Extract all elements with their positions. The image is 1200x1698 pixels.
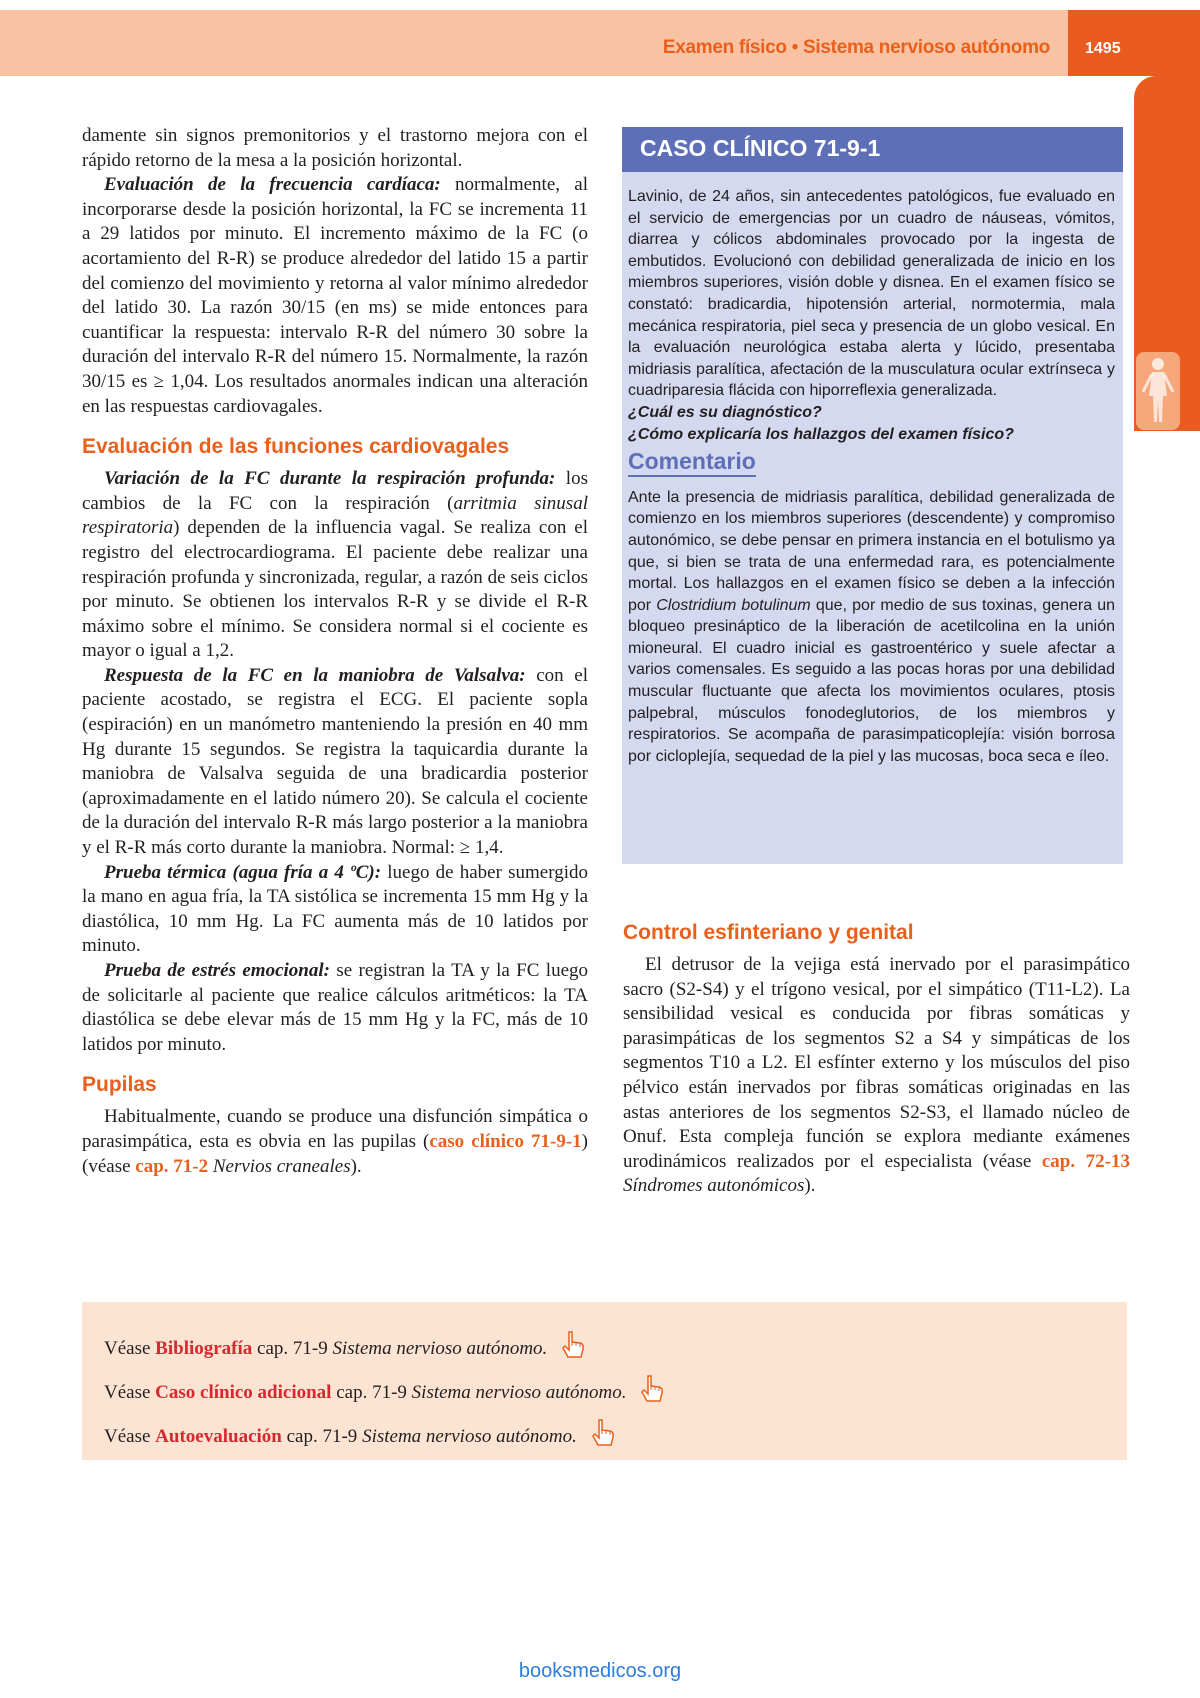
deep-breathing-text-b: ) dependen de la influencia vagal. Se realiza con el registro del electrocardiograma. El paciente debe realizar una respiración profunda y sincronizada, regular, a razón de seis ciclos por minuto. Se obtienen los intervalos R-R y se divide el R-R máximo sobre el mínimo. Se considera normal si el cociente es mayor o igual a 1,2.	[82, 517, 588, 662]
reference-line-self-assessment	[104, 1418, 1127, 1462]
clinical-case-box	[622, 127, 1123, 864]
paragraph-deep-breathing	[82, 467, 588, 664]
section-heading-sphincter: Control esfinteriano y genital	[623, 921, 914, 944]
clinical-case-title-bar	[622, 127, 1123, 172]
paragraph-heart-rate	[82, 173, 588, 419]
comment-text-a: Ante la presencia de midriasis paralítica, debilidad generalizada de comienzo en los miembros superiores (descendente) y compromiso autonómico, se debe pensar en primera instancia en el botulismo ya que, si bien se trata de una enfermedad rara, es potencialmente mortal. Los hallazgos en el examen físico se deben a la infección por	[628, 488, 1115, 614]
clinical-case-title: CASO CLÍNICO 71-9-1	[640, 135, 881, 161]
pupils-chapter-title: Nervios craneales	[208, 1155, 351, 1177]
pointing-hand-icon[interactable]	[639, 1374, 665, 1410]
left-column	[82, 124, 588, 1179]
reference-title: Sistema nervioso autónomo.	[362, 1426, 577, 1447]
paragraph-cold-test	[82, 861, 588, 959]
paragraph-tilt-end: damente sin signos premonitorios y el trastorno mejora con el rápido retorno de la mesa a la posición horizontal.	[82, 125, 588, 171]
stress-test-text: se registran la TA y la FC luego de solicitarle al paciente que realice cálculos aritméticos: la TA diastólica se debe elevar más de 15 mm Hg y la FC, más de 10 latidos por minuto.	[82, 960, 589, 1055]
pupils-text-a: Habitualmente, cuando se produce una disfunción simpática o parasimpática, esta es obvia en las pupilas (	[82, 1106, 588, 1152]
heart-rate-lead: Evaluación de la frecuencia cardíaca:	[104, 174, 441, 196]
comment-heading: Comentario	[628, 451, 756, 477]
bibliography-link[interactable]: Bibliografía	[155, 1338, 253, 1359]
reference-title: Sistema nervioso autónomo.	[411, 1382, 627, 1403]
reference-chapter: cap. 71-9	[252, 1338, 333, 1359]
reference-line-additional-case	[104, 1374, 1127, 1418]
deep-breathing-term: arritmia sinusal respiratoria	[82, 492, 588, 539]
pointing-hand-icon[interactable]	[590, 1418, 616, 1454]
sphincter-chapter-title: Síndromes autonómicos	[623, 1175, 805, 1197]
paragraph-valsalva	[82, 664, 588, 861]
sphincter-text-a: El detrusor de la vejiga está inervado por el parasimpático sacro (S2-S4) y el trígono vesical, por el simpático (T11-L2). La sensibilidad vesical es conducida por fibras somáticas y parasimpáticas de los segmentos S2 a S4 y simpáticas de los segmentos T10 a L2. El esfínter externo y los músculos del piso pélvico están inervados por fibras somáticas originadas en las astas anteriores de los segmentos S2-S3, el llamado núcleo de Onuf. Esta compleja función se explora mediante exámenes urodinámicos realizados por el especialista (véase	[623, 954, 1130, 1172]
valsalva-text: con el paciente acostado, se registra el ECG. El paciente sopla (espiración) en un manómetro manteniendo la presión en 40 mm Hg durante 15 segundos. Se registra la taquicardia durante la maniobra de Valsalva seguida de una bradicardia posterior (aproximadamente en el latido número 20). Se calcula el cociente de la duración del intervalo R-R más largo posterior a la maniobra y el R-R más corto durante la maniobra. Normal: ≥ 1,4.	[82, 664, 588, 859]
paragraph-stress-test	[82, 959, 588, 1057]
reference-chapter: cap. 71-9	[281, 1426, 363, 1447]
reference-prefix: Véase	[104, 1426, 151, 1447]
cold-test-text: luego de haber sumergido la mano en agua fría, la TA sistólica se incrementa 15 mm Hg y la diastólica, 10 mm Hg. La FC aumenta más de 10 latidos por minuto.	[82, 861, 588, 957]
clinical-case-body	[622, 172, 1123, 767]
valsalva-lead: Respuesta de la FC en la maniobra de Valsalva:	[104, 664, 526, 686]
paragraph-pupils	[82, 1105, 588, 1179]
clinical-case-question-2: ¿Cómo explicaría los hallazgos del examen físico?	[628, 425, 1014, 443]
pointing-hand-icon[interactable]	[560, 1330, 586, 1366]
deep-breathing-lead: Variación de la FC durante la respiración profunda:	[104, 468, 556, 490]
clinical-case-text: Lavinio, de 24 años, sin antecedentes patológicos, fue evaluado en el servicio de emergencias por un cuadro de náuseas, vómitos, diarrea y cólicos abdominales provocado por la ingesta de embutidos. Evolucionó con debilidad generalizada de inicio en los miembros superiores, visión doble y disnea. En el examen físico se constató: bradicardia, hipotensión arterial, normotermia, mala mecánica respiratoria, piel seca y presencia de un globo vesical. En la evaluación neurológica estaba alerta y lúcido, presentaba midriasis paralítica, afectación de la musculatura ocular extrínseca y cuadriparesia flácida con hiporreflexia generalizada.	[628, 188, 1115, 400]
sphincter-text-b: ).	[804, 1175, 816, 1197]
reference-prefix: Véase	[104, 1382, 151, 1403]
pupils-text-b: ) (véase	[82, 1130, 588, 1177]
right-column	[623, 921, 1130, 1199]
comment-text	[628, 487, 1115, 768]
additional-case-link[interactable]: Caso clínico adicional	[155, 1382, 332, 1403]
comment-organism: Clostridium botulinum	[656, 596, 811, 614]
references-box	[82, 1302, 1127, 1460]
paragraph-sphincter	[623, 953, 1130, 1199]
page-number: 1495	[1085, 40, 1121, 57]
deep-breathing-text-a: los cambios de la FC con la respiración (	[82, 468, 588, 514]
reference-line-bibliography	[104, 1330, 1127, 1374]
stress-test-lead: Prueba de estrés emocional:	[104, 960, 330, 981]
footer-watermark-link[interactable]: booksmedicos.org	[518, 1660, 682, 1682]
heart-rate-text: normalmente, al incorporarse desde la posición horizontal, la FC se incrementa 11 a 29 latidos por minuto. El incremento máximo de la FC (o acortamiento del R-R) se produce alrededor del latido 15 a partir del comienzo del movimiento y retorna al valor mínimo alrededor del latido 30. La razón 30/15 (en ms) se mide entonces para cuantificar la respuesta: intervalo R-R del número 30 sobre la duración del intervalo R-R del número 15. Normalmente, la razón 30/15 es ≥ 1,04. Los resultados anormales indican una alteración en las respuestas cardiovagales.	[82, 174, 588, 417]
chapter-cross-reference-link[interactable]: cap. 71-2	[135, 1155, 209, 1177]
reference-chapter: cap. 71-9	[331, 1382, 412, 1403]
reference-prefix: Véase	[104, 1338, 151, 1359]
case-cross-reference-link[interactable]: caso clínico 71-9-1	[429, 1130, 582, 1152]
comment-text-b: que, por medio de sus toxinas, genera un bloqueo presináptico de la liberación de acetilcolina en la unión mioneural. El cuadro inicial es gastroentérico y suele afectar a varios comensales. Es seguido a las pocas horas por una debilidad muscular fluctuante que afecta los movimientos oculares, ptosis palpebral, músculos fonodeglutorios, de los miembros y respiratorios. Se acompaña de parasimpaticoplejía: visión borrosa por cicloplejía, sequedad de la piel y las mucosas, boca seca e íleo.	[628, 596, 1115, 765]
chapter-cross-reference-link[interactable]: cap. 72-13	[1041, 1150, 1130, 1172]
clinical-case-question-1: ¿Cuál es su diagnóstico?	[628, 403, 822, 421]
self-assessment-link[interactable]: Autoevaluación	[155, 1426, 282, 1447]
pupils-text-c: ).	[350, 1155, 362, 1177]
running-header-title: Examen físico • Sistema nervioso autónomo	[662, 37, 1050, 58]
cold-test-lead: Prueba térmica (agua fría a 4 ºC):	[104, 861, 382, 883]
section-heading-pupilas: Pupilas	[82, 1073, 157, 1097]
reference-title: Sistema nervioso autónomo.	[332, 1338, 548, 1359]
human-figure-icon	[1136, 352, 1180, 430]
section-heading-cardiovagal: Evaluación de las funciones cardiovagales	[82, 435, 510, 459]
